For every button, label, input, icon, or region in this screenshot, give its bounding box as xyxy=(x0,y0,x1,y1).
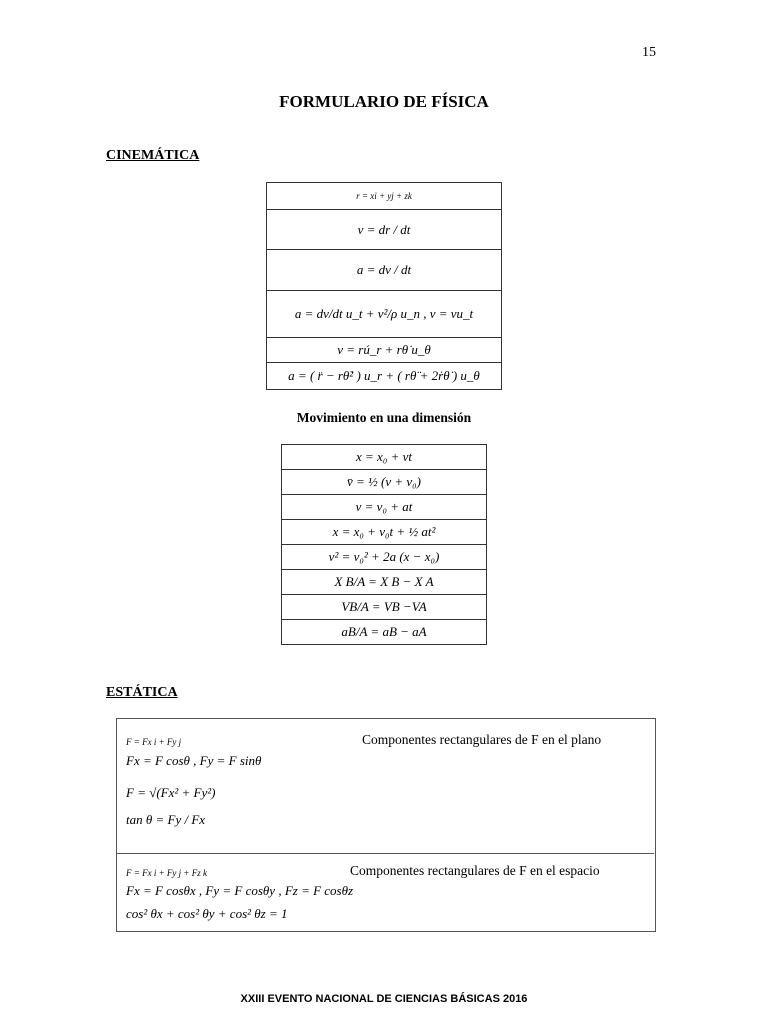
formula-vector-space: F = Fx i + Fy j + Fz k xyxy=(126,868,207,878)
formula-components-plane: Fx = F cosθ , Fy = F sinθ xyxy=(126,753,262,768)
footer: XXIII EVENTO NACIONAL DE CIENCIAS BÁSICAS 2016 xyxy=(240,993,528,1005)
formula-position-vector: r = xi + yj + zk xyxy=(267,183,502,210)
page-title: FORMULARIO DE FÍSICA xyxy=(279,92,489,111)
cinematica-formula-table xyxy=(266,182,502,390)
formula-relative-position: X B/A = X B − X A xyxy=(282,570,487,595)
formula-velocity-position: v² = v₀² + 2a (x − x₀) xyxy=(282,545,487,570)
formula-intrinsic-acceleration: a = dv/dt u_t + v²/ρ u_n , v = vu_t xyxy=(267,291,502,338)
formula-position-time: x = x₀ + v₀t + ½ at² xyxy=(282,520,487,545)
formula-polar-velocity: v = rú_r + rθ̇ u_θ xyxy=(267,338,502,363)
estatica-divider xyxy=(116,853,654,854)
page-number: 15 xyxy=(642,45,656,60)
formula-components-space: Fx = F cosθx , Fy = F cosθy , Fz = F cosθz xyxy=(126,883,354,898)
formula-vector-plane: F = Fx i + Fy j xyxy=(126,737,182,747)
subheading-movimiento: Movimiento en una dimensión xyxy=(296,410,472,425)
formula-average-velocity: v̄ = ½ (v + v₀) xyxy=(282,470,487,495)
section-heading-cinematica: CINEMÁTICA xyxy=(106,148,200,163)
formula-polar-acceleration: a = ( r̈ − rθ̇² ) u_r + ( rθ̈ + 2ṙθ̇ ) u_θ xyxy=(267,363,502,390)
formula-velocity-time: v = v₀ + at xyxy=(282,495,487,520)
formula-acceleration: a = dv / dt xyxy=(267,250,502,291)
section-heading-estatica: ESTÁTICA xyxy=(106,685,178,700)
formula-magnitude-plane: F = √(Fx² + Fy²) xyxy=(126,785,216,800)
formula-tangent-plane: tan θ = Fy / Fx xyxy=(126,812,206,827)
formula-velocity: v = dr / dt xyxy=(267,210,502,250)
movimiento-formula-table xyxy=(281,444,487,645)
formula-direction-cosines: cos² θx + cos² θy + cos² θz = 1 xyxy=(126,906,288,921)
description-space: Componentes rectangulares de F en el espacio xyxy=(350,863,600,878)
description-plane: Componentes rectangulares de F en el plano xyxy=(362,732,602,747)
formula-relative-acceleration: aB/A = aB − aA xyxy=(282,620,487,645)
formula-uniform-position: x = x₀ + vt xyxy=(282,445,487,470)
formula-relative-velocity: VB/A = VB −VA xyxy=(282,595,487,620)
